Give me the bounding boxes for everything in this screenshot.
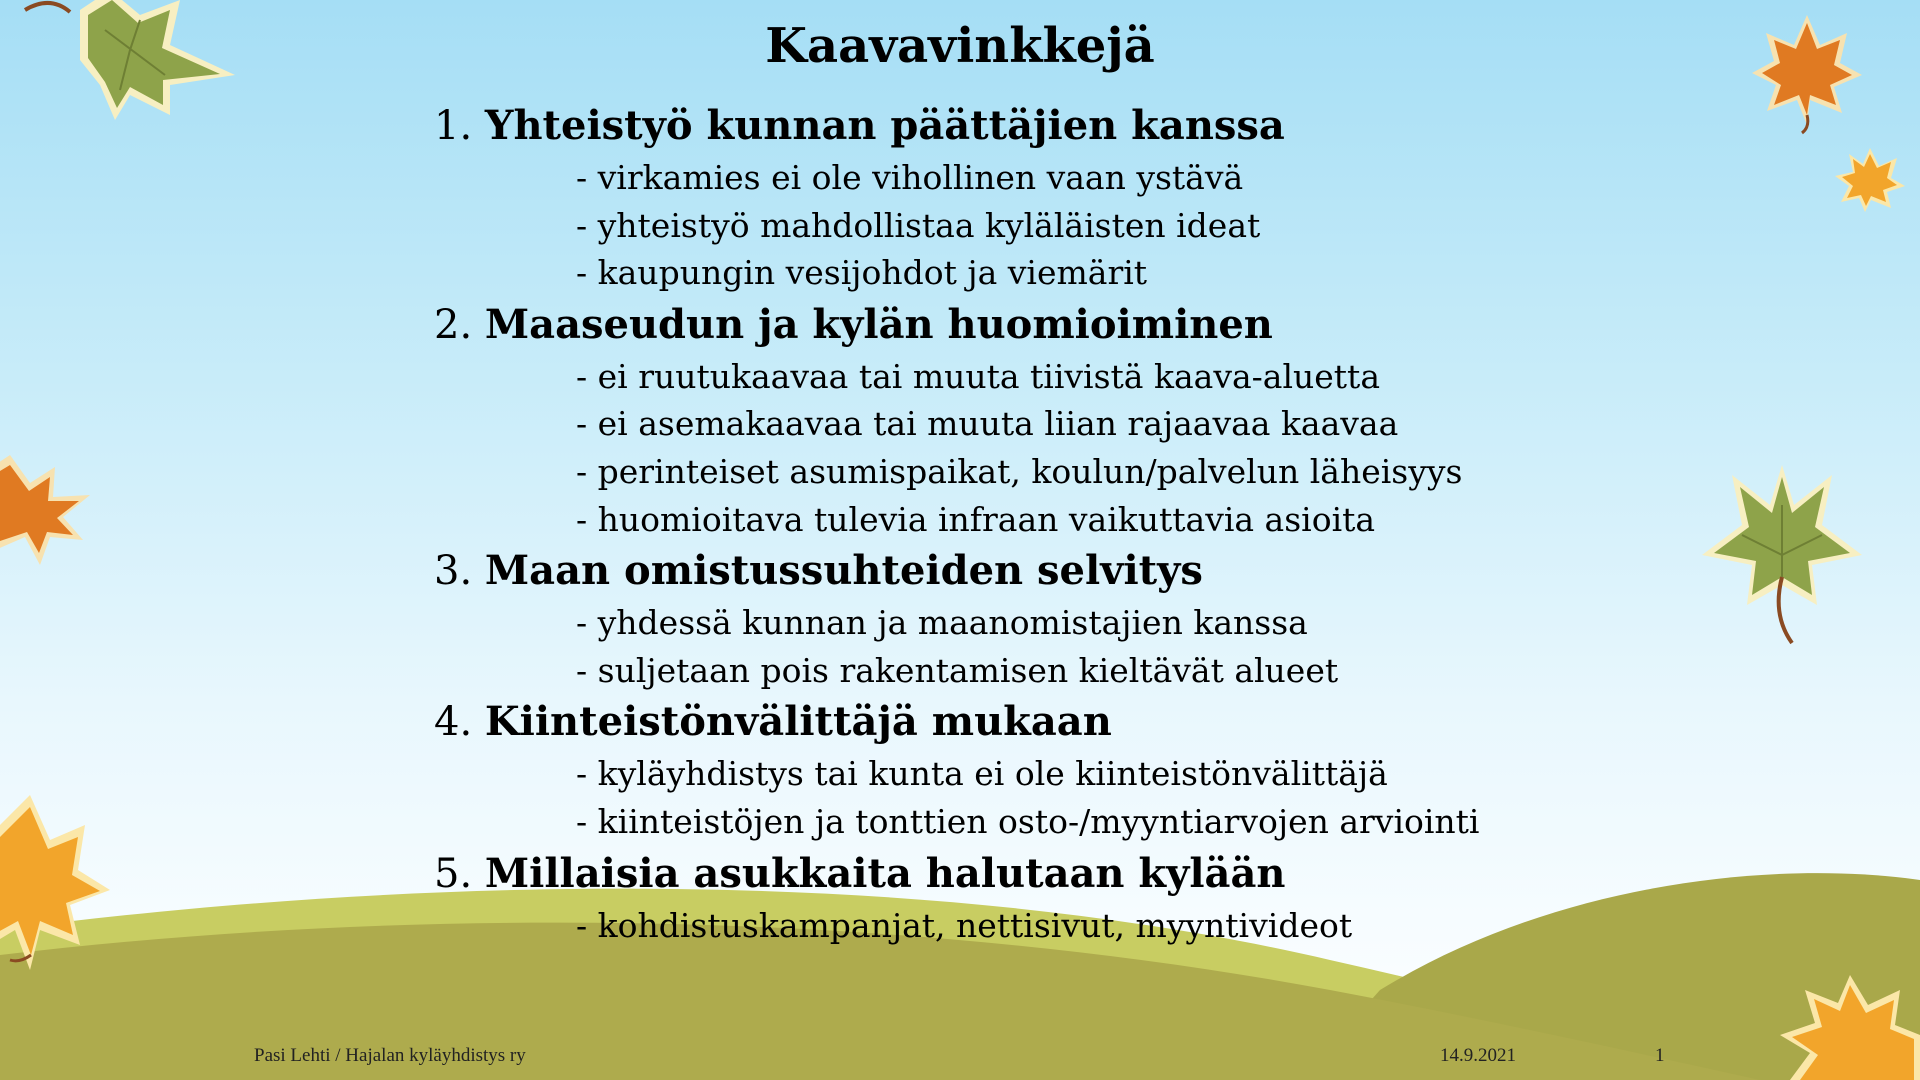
bullet-item: - ei asemakaavaa tai muuta liian rajaavaa kaavaa (576, 404, 1399, 444)
section-title: Maaseudun ja kylän huomioiminen (484, 300, 1273, 348)
section-3 (434, 543, 1614, 694)
bullet-item: - yhteistyö mahdollistaa kyläläisten ideat (576, 205, 1261, 245)
section-number: 1. (434, 103, 485, 149)
section-number: 5. (434, 850, 485, 897)
footer-date: 14.9.2021 (1440, 1045, 1516, 1066)
section-heading (434, 297, 1614, 353)
maple-leaf-icon (0, 455, 95, 570)
section-1 (434, 98, 1614, 297)
section-4 (434, 694, 1614, 845)
slide-content (434, 98, 1614, 949)
bullet-item: - kohdistuskampanjat, nettisivut, myyntivideot (576, 905, 1353, 945)
maple-leaf-icon (1835, 148, 1905, 213)
section-title: Millaisia asukkaita halutaan kylään (484, 849, 1286, 897)
section-heading (434, 846, 1614, 902)
section-2 (434, 297, 1614, 543)
section-title: Yhteistyö kunnan päättäjien kanssa (484, 102, 1285, 149)
bullet-item: - huomioitava tulevia infraan vaikuttavia asioita (576, 499, 1376, 539)
bullet-item: - virkamies ei ole vihollinen vaan ystävä (576, 158, 1244, 197)
section-title: Maan omistussuhteiden selvitys (484, 547, 1203, 595)
section-5 (434, 846, 1614, 950)
bullet-item: - kyläyhdistys tai kunta ei ole kiinteistönvälittäjä (576, 754, 1388, 794)
bullet-item: - kaupungin vesijohdot ja viemärit (576, 253, 1148, 293)
section-heading (434, 543, 1614, 599)
bullet-item: - suljetaan pois rakentamisen kieltävät alueet (576, 650, 1339, 690)
section-number: 2. (434, 301, 485, 348)
footer-page-number: 1 (1655, 1045, 1665, 1066)
section-number: 3. (434, 548, 485, 595)
section-heading (434, 694, 1614, 750)
maple-leaf-icon (1702, 465, 1862, 645)
section-number: 4. (434, 699, 485, 746)
section-title: Kiinteistönvälittäjä mukaan (484, 698, 1112, 746)
footer-author: Pasi Lehti / Hajalan kyläyhdistys ry (254, 1045, 526, 1066)
bullet-item: - yhdessä kunnan ja maanomistajien kanssa (576, 603, 1308, 643)
section-heading (434, 98, 1614, 154)
bullet-item: - kiinteistöjen ja tonttien osto-/myyntiarvojen arviointi (576, 801, 1480, 841)
bullet-item: - perinteiset asumispaikat, koulun/palvelun läheisyys (576, 451, 1463, 491)
maple-leaf-icon (0, 795, 110, 970)
slide-title: Kaavavinkkejä (765, 18, 1155, 74)
maple-leaf-icon (1780, 975, 1920, 1080)
bullet-item: - ei ruutukaavaa tai muuta tiivistä kaava-aluetta (576, 356, 1380, 396)
